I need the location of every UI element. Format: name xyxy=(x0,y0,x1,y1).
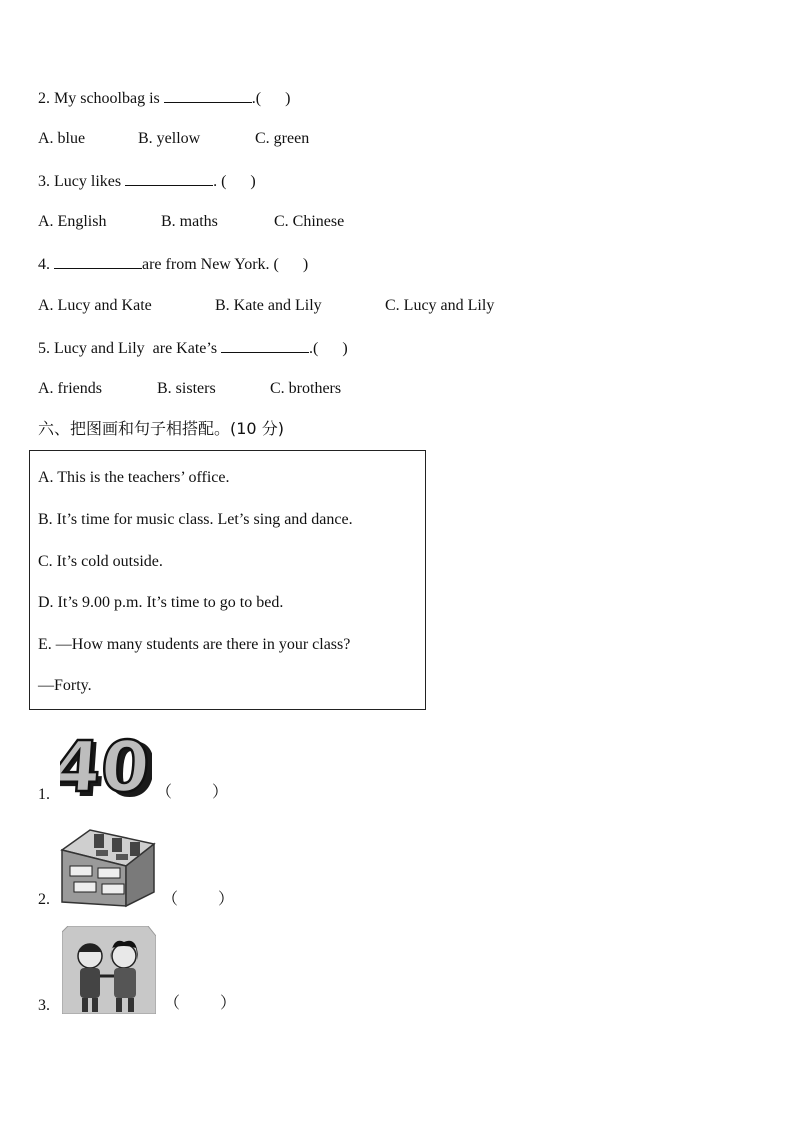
svg-text:40: 40 xyxy=(60,726,152,803)
answer-paren[interactable]: （ ） xyxy=(156,784,229,801)
option-b[interactable]: B. Kate and Lily xyxy=(215,297,322,314)
option-c[interactable]: C. Lucy and Lily xyxy=(385,297,495,314)
option-a[interactable]: A. English xyxy=(38,213,107,230)
question-5-stem: 5. Lucy and Lily are Kate’s .( ) xyxy=(38,340,348,357)
option-b[interactable]: B. yellow xyxy=(138,130,201,147)
picture-number: 1. xyxy=(38,786,50,803)
option-b[interactable]: B. sisters xyxy=(157,380,216,397)
question-4-stem: 4. are from New York. ( ) xyxy=(38,256,309,273)
question-5-options xyxy=(38,379,341,399)
number-40-picture xyxy=(60,723,152,803)
picture-number: 2. xyxy=(38,891,50,908)
sentence-e-question: E. —How many students are there in your class? xyxy=(38,636,351,653)
question-4-options xyxy=(38,296,494,316)
option-c[interactable]: C. brothers xyxy=(270,380,342,397)
sentence-c: C. It’s cold outside. xyxy=(38,553,163,570)
section-6-title: 六、把图画和句子相搭配。(10 分) xyxy=(38,419,284,438)
sentence-b: B. It’s time for music class. Let’s sing and dance. xyxy=(38,511,353,528)
answer-paren[interactable]: （ ） xyxy=(162,891,235,908)
question-3-options xyxy=(38,212,344,232)
option-a[interactable]: A. blue xyxy=(38,130,86,147)
sentence-box xyxy=(29,450,426,710)
answer-paren[interactable]: （ ） xyxy=(164,995,237,1012)
question-2-stem: 2. My schoolbag is .( ) xyxy=(38,90,291,107)
question-3-stem: 3. Lucy likes . ( ) xyxy=(38,173,256,190)
question-2-options xyxy=(38,129,309,149)
answer-blank[interactable] xyxy=(164,88,252,103)
sentence-d: D. It’s 9.00 p.m. It’s time to go to bed. xyxy=(38,594,284,611)
option-a[interactable]: A. Lucy and Kate xyxy=(38,297,152,314)
sentence-e-answer: —Forty. xyxy=(38,677,92,694)
svg-text:40: 40 xyxy=(60,728,152,803)
option-c[interactable]: C. green xyxy=(255,130,310,147)
answer-blank[interactable] xyxy=(125,171,213,186)
picture-number: 3. xyxy=(38,997,50,1014)
option-b[interactable]: B. maths xyxy=(161,213,218,230)
answer-blank[interactable] xyxy=(221,338,309,353)
sentence-a: A. This is the teachers’ office. xyxy=(38,469,230,486)
option-a[interactable]: A. friends xyxy=(38,380,102,397)
classroom-desks-picture xyxy=(60,822,156,908)
answer-blank[interactable] xyxy=(54,254,142,269)
two-children-picture xyxy=(62,926,156,1014)
option-c[interactable]: C. Chinese xyxy=(274,213,345,230)
